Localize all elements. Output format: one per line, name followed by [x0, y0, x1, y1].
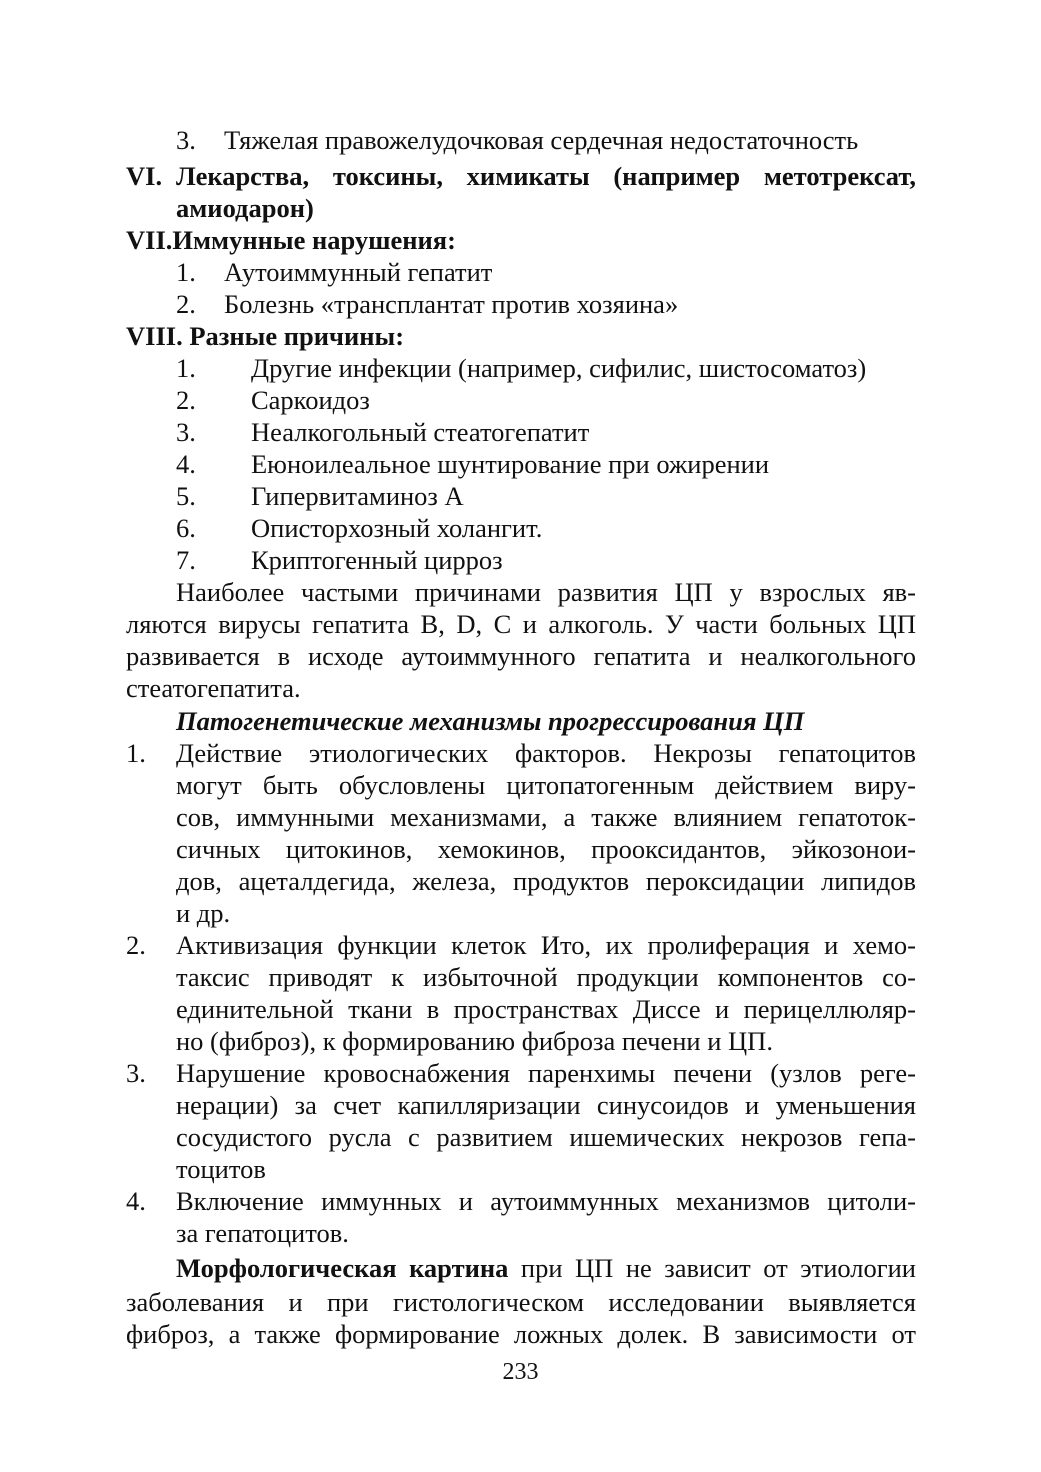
list-number: 3.: [176, 417, 196, 447]
list-number: 4.: [176, 449, 196, 479]
list-line: дов, ацеталдегида, железа, продуктов пероксидации липидов: [176, 866, 916, 896]
section-heading-continuation: амиодарон): [176, 193, 314, 223]
paragraph-text: при ЦП не зависит от этиологии: [508, 1253, 916, 1283]
page-number: 233: [502, 1359, 539, 1385]
list-number: 6.: [176, 513, 196, 543]
list-number: 1.: [126, 738, 146, 768]
list-line: тоцитов: [176, 1154, 266, 1184]
list-text: Гипервитаминоз А: [251, 481, 464, 511]
paragraph-line: Наиболее частыми причинами развития ЦП у взрослых яв-: [176, 577, 916, 607]
paragraph-line: стеатогепатита.: [126, 673, 301, 703]
paragraph-line: развивается в исходе аутоиммунного гепатита и неалкогольного: [126, 641, 916, 671]
list-text: Криптогенный цирроз: [251, 545, 503, 575]
list-text: Другие инфекции (например, сифилис, шистосоматоз): [251, 353, 867, 383]
list-number: 2.: [176, 289, 196, 319]
list-line: и др.: [176, 898, 231, 928]
list-line: могут быть обусловлены цитопатогенным действием виру-: [176, 770, 916, 800]
paragraph-line: фиброз, а также формирование ложных долек. В зависимости от: [126, 1319, 916, 1349]
list-number: 1.: [176, 353, 196, 383]
paragraph-line: заболевания и при гистологическом исследовании выявляется: [126, 1287, 916, 1317]
list-line: таксис приводят к избыточной продукции компонентов со-: [176, 962, 916, 992]
list-number: 2.: [176, 385, 196, 415]
list-number: 3.: [126, 1058, 146, 1088]
list-text: Неалкогольный стеатогепатит: [251, 417, 590, 447]
paragraph-line: ляются вирусы гепатита В, D, С и алкоголь. У части больных ЦП: [126, 609, 916, 639]
list-number: 7.: [176, 545, 196, 575]
roman-numeral: VI.: [126, 161, 163, 191]
list-text: Саркоидоз: [251, 385, 370, 415]
list-line: сосудистого русла с развитием ишемических некрозов гепа-: [176, 1122, 916, 1152]
list-line: нерации) за счет капилляризации синусоидов и уменьшения: [176, 1090, 916, 1120]
list-number: 5.: [176, 481, 196, 511]
list-text: Еюноилеальное шунтирование при ожирении: [251, 449, 770, 479]
list-line: единительной ткани в пространствах Диссе и перицеллюляр-: [176, 994, 916, 1024]
list-number: 3.: [176, 125, 196, 155]
list-number: 4.: [126, 1186, 146, 1216]
list-line: сичных цитокинов, хемокинов, прооксидантов, эйкозонои-: [176, 834, 916, 864]
list-text: Тяжелая правожелудочковая сердечная недостаточность: [224, 125, 859, 155]
list-line: Действие этиологических факторов. Некрозы гепатоцитов: [176, 738, 916, 768]
list-number: 2.: [126, 930, 146, 960]
section-heading-text: Лекарства, токсины, химикаты (например метотрексат,: [176, 161, 916, 191]
list-line: Нарушение кровоснабжения паренхимы печени (узлов реге-: [176, 1058, 916, 1088]
list-line: Включение иммунных и аутоиммунных механизмов цитоли-: [176, 1186, 916, 1216]
list-number: 1.: [176, 257, 196, 287]
list-line: Активизация функции клеток Ито, их пролиферация и хемо-: [176, 930, 916, 960]
section-heading: VII.Иммунные нарушения:: [126, 225, 456, 255]
list-line: за гепатоцитов.: [176, 1218, 349, 1248]
list-line: сов, иммунными механизмами, а также влиянием гепатоток-: [176, 802, 916, 832]
list-text: Описторхозный холангит.: [251, 513, 543, 543]
list-text: Болезнь «трансплантат против хозяина»: [224, 289, 679, 319]
subheading: Патогенетические механизмы прогрессирования ЦП: [176, 706, 805, 736]
list-line: но (фиброз), к формированию фиброза печени и ЦП.: [176, 1026, 773, 1056]
list-text: Аутоиммунный гепатит: [224, 257, 493, 287]
paragraph-line: [176, 1252, 916, 1284]
bold-term: Морфологическая картина: [176, 1253, 509, 1283]
section-heading: VIII. Разные причины:: [126, 321, 405, 351]
